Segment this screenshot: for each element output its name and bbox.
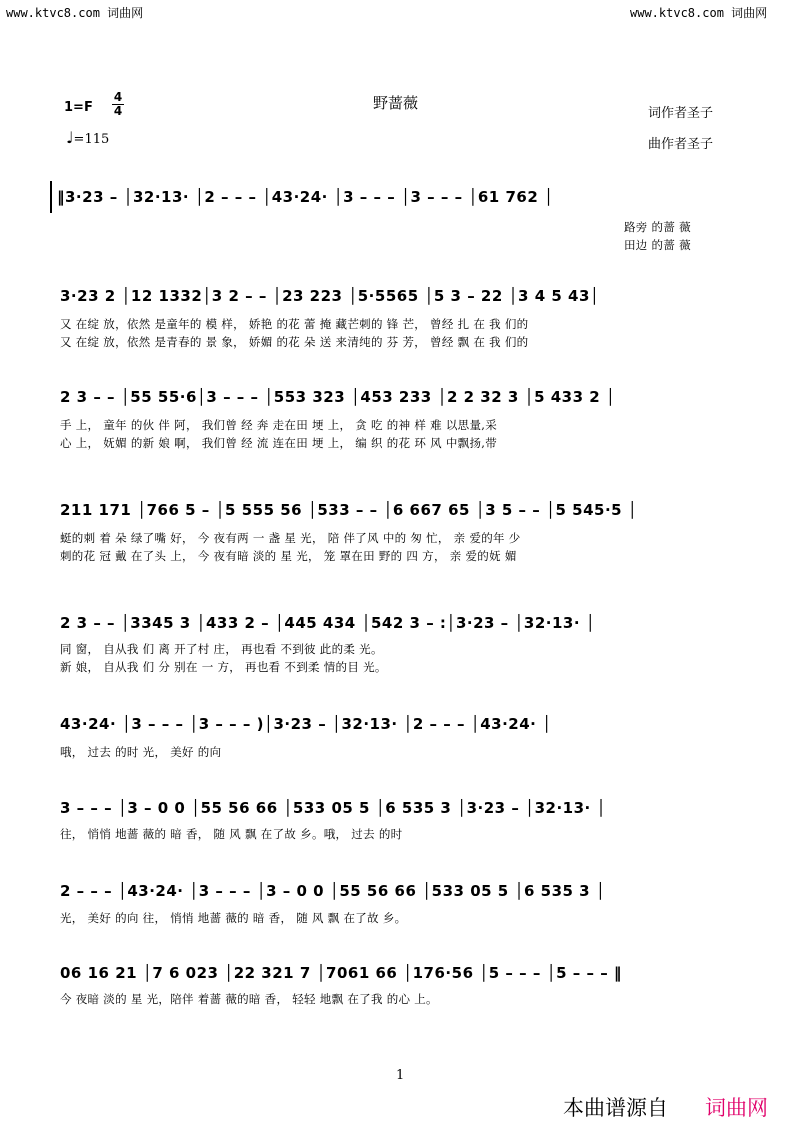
lyric-line-3-verse-1: 手 上， 童年 的伙 伴 阿， 我们曾 经 奔 走在田 埂 上， 贪 吃 的神 样 难 以思量,采 — [60, 418, 497, 432]
start-barline — [50, 181, 52, 213]
notation-line-3: 2 3 – – │55 55·6│3 – – – │553 323 │453 233 │2 2 32 3 │5 433 2 │ — [60, 388, 616, 406]
song-title: 野蔷薇 — [373, 94, 419, 112]
lyric-line-8: 光， 美好 的向 往， 悄悄 地蔷 薇的 暗 香， 随 风 飘 在了故 乡。 — [60, 911, 407, 925]
notation-line-9: 06 16 21 │7 6 023 │22 321 7 │7061 66 │176·56 │5 – – – │5 – – – ‖ — [60, 964, 622, 982]
time-bottom: 4 — [113, 104, 123, 118]
source-credit-prefix: 本曲谱源自 — [563, 1096, 668, 1120]
notation-line-6: 43·24· │3 – – – │3 – – – )│3·23 – │32·13· │2 – – – │43·24· │ — [60, 715, 552, 733]
lyric-line-3-verse-2: 心 上， 妩媚 的新 娘 啊， 我们曾 经 流 连在田 埂 上， 编 织 的花 环 风 中飘扬,带 — [60, 436, 497, 450]
time-signature — [112, 91, 124, 118]
quarter-note-icon: ♩ — [66, 128, 74, 147]
lyric-line-2-verse-1: 又 在绽 放，依然 是童年的 模 样， 娇艳 的花 蕾 掩 藏芒刺的 锋 芒， 曾经 扎 在 我 们的 — [60, 317, 529, 331]
site-watermark-left: www.ktvc8.com 词曲网 — [6, 6, 144, 20]
page-number: 1 — [396, 1068, 405, 1083]
key-signature: 1=F — [64, 100, 93, 115]
lyric-line-6: 哦， 过去 的时 光， 美好 的向 — [60, 745, 222, 759]
notation-line-5: 2 3 – – │3345 3 │433 2 – │445 434 │542 3 – :│3·23 – │32·13· │ — [60, 614, 596, 632]
lyric-line-1-verse-2: 田边 的蔷 薇 — [624, 238, 691, 252]
source-credit-site: 词曲网 — [705, 1096, 768, 1120]
time-top: 4 — [113, 90, 123, 104]
lyric-line-9: 今 夜暗 淡的 星 光，陪伴 着蔷 薇的暗 香， 轻轻 地飘 在了我 的心 上。 — [60, 992, 438, 1006]
notation-line-7: 3 – – – │3 – 0 0 │55 56 66 │533 05 5 │6 535 3 │3·23 – │32·13· │ — [60, 799, 606, 817]
composer-credit: 曲作者圣子 — [648, 137, 714, 152]
notation-line-4: 211 171 │766 5 – │5 555 56 │533 – – │6 667 65 │3 5 – – │5 545·5 │ — [60, 501, 638, 519]
lyricist-credit: 词作者圣子 — [648, 106, 714, 121]
tempo-value: =115 — [73, 132, 110, 147]
lyric-line-5-verse-1: 同 窗， 自从我 们 离 开了村 庄， 再也看 不到彼 此的柔 光。 — [60, 642, 383, 656]
lyric-line-7: 往， 悄悄 地蔷 薇的 暗 香， 随 风 飘 在了故 乡。哦， 过去 的时 — [60, 827, 403, 841]
lyric-line-4-verse-2: 刺的花 冠 戴 在了头 上， 今 夜有暗 淡的 星 光， 笼 罩在田 野的 四 方， 亲 爱的妩 媚 — [60, 549, 517, 563]
lyric-line-4-verse-1: 蜓的刺 着 朵 绿了嘴 好， 今 夜有两 一 盏 星 光， 陪 伴了风 中的 匆 忙， 亲 爱的年 少 — [60, 531, 521, 545]
lyric-line-1-verse-1: 路旁 的蔷 薇 — [624, 220, 691, 234]
lyric-line-2-verse-2: 又 在绽 放，依然 是青春的 景 象， 娇媚 的花 朵 送 来清纯的 芬 芳， 曾经 飘 在 我 们的 — [60, 335, 529, 349]
lyric-line-5-verse-2: 新 娘， 自从我 们 分 别在 一 方， 再也看 不到柔 情的目 光。 — [60, 660, 387, 674]
notation-line-2: 3·23 2 │12 1332│3 2 – – │23 223 │5·5565 │5 3 – 22 │3 4 5 43│ — [60, 287, 600, 305]
tempo-marking — [66, 128, 109, 147]
notation-line-1: ‖3·23 – │32·13· │2 – – – │43·24· │3 – – – │3 – – – │61 762 │ — [57, 188, 554, 206]
site-watermark-right: www.ktvc8.com 词曲网 — [630, 6, 768, 20]
notation-line-8: 2 – – – │43·24· │3 – – – │3 – 0 0 │55 56 66 │533 05 5 │6 535 3 │ — [60, 882, 606, 900]
